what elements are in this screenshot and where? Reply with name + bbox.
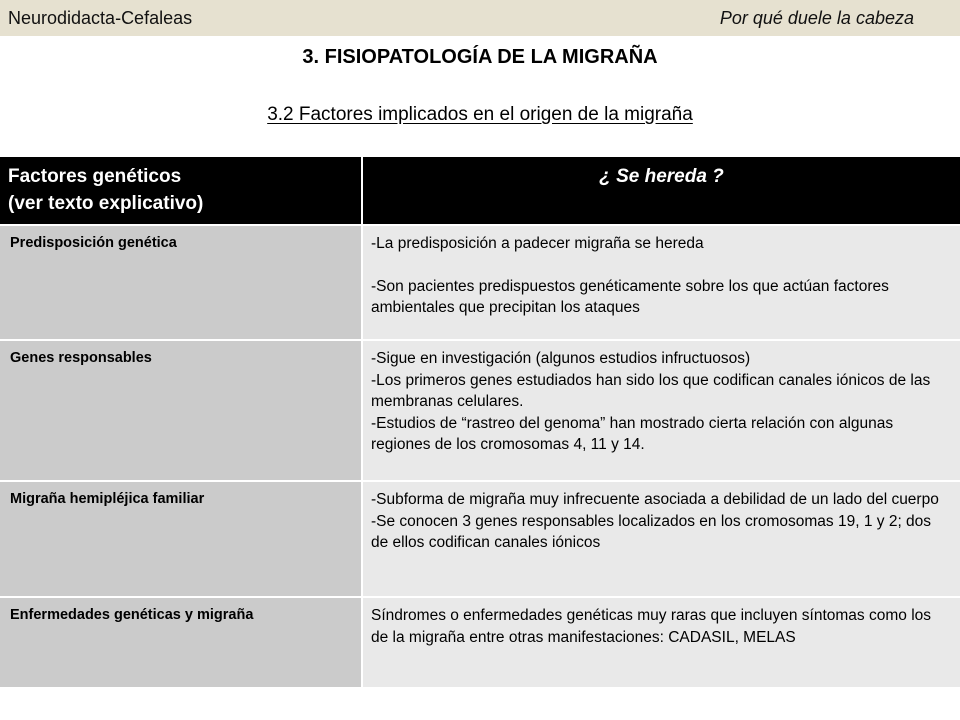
- description-line: -Se conocen 3 genes responsables localizados en los cromosomas 19, 1 y 2; dos de ellos codifican canales iónicos: [371, 512, 932, 551]
- description-cell: [362, 597, 960, 687]
- table-row: [0, 481, 960, 597]
- header-left-text: Neurodidacta-Cefaleas: [8, 7, 193, 28]
- header-factors-line2: (ver texto explicativo): [8, 193, 204, 214]
- description-line: -Los primeros genes estudiados han sido los que codifican canales iónicos de las membranas celulares.: [371, 371, 931, 410]
- table-row: [0, 597, 960, 687]
- page-title: 3. FISIOPATOLOGÍA DE LA MIGRAÑA: [302, 46, 658, 68]
- description-line: -Estudios de “rastreo del genoma” han mostrado cierta relación con algunas regiones de los cromosomas 4, 11 y 14.: [371, 414, 894, 453]
- description-line: -Sigue en investigación (algunos estudios infructuosos): [371, 350, 751, 367]
- description-line: Síndromes o enfermedades genéticas muy raras que incluyen síntomas como los de la migraña entre otras manifestaciones: CADASIL, MELAS: [371, 607, 932, 646]
- description-line: -La predisposición a padecer migraña se hereda: [371, 235, 704, 252]
- factor-genes: Genes responsables: [0, 340, 362, 481]
- genetic-factors-table: [0, 157, 960, 687]
- page-subtitle: [0, 104, 960, 126]
- table-header-row: [0, 157, 960, 225]
- subtitle-text: 3.2 Factores implicados en el origen de la migraña: [267, 104, 693, 125]
- description-line: -Subforma de migraña muy infrecuente asociada a debilidad de un lado del cuerpo: [371, 491, 939, 508]
- description-cell: [362, 340, 960, 481]
- header-right-text: Por qué duele la cabeza: [719, 7, 914, 28]
- description-line: -Son pacientes predispuestos genéticamente sobre los que actúan factores ambientales que precipitan los ataques: [371, 277, 889, 316]
- table-row: [0, 340, 960, 481]
- description-cell: [362, 481, 960, 597]
- header-bar: [0, 0, 960, 36]
- factor-predisposition: Predisposición genética: [0, 225, 362, 340]
- factor-genetic-diseases: Enfermedades genéticas y migraña: [0, 597, 362, 687]
- header-factors: [0, 157, 362, 225]
- table-row: [0, 225, 960, 340]
- factor-hemiplegic: Migraña hemipléjica familiar: [0, 481, 362, 597]
- header-inherited: ¿ Se hereda ?: [362, 157, 960, 225]
- header-factors-line1: Factores genéticos: [8, 166, 182, 187]
- description-cell: [362, 225, 960, 340]
